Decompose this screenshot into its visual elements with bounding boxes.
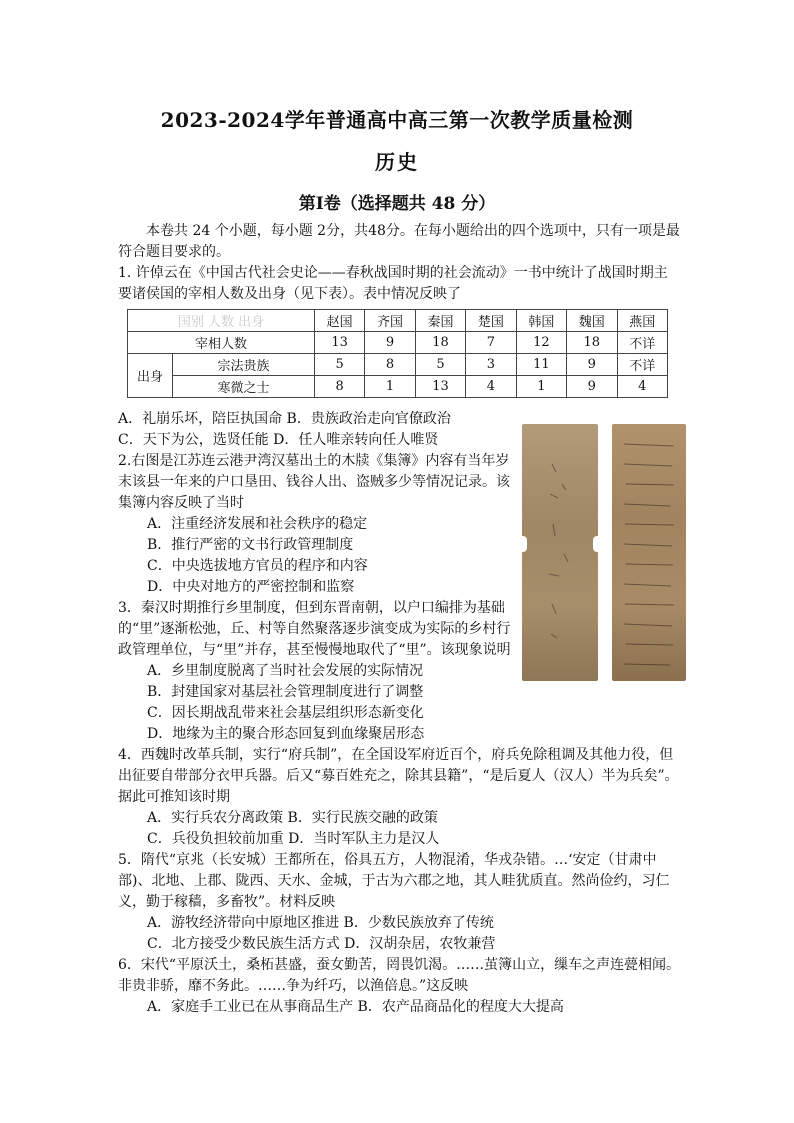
q6-stem-1: 6．宋代“平原沃土，桑柘甚盛，蚕女勤苦，罔畏饥渴。……茧簿山立，缫车之声连甍相闻。 bbox=[118, 957, 681, 973]
table-cell: 13 bbox=[415, 376, 465, 398]
q3-stem-1: 3．秦汉时期推行乡里制度，但到东晋南朝，以户口编排为基础 bbox=[118, 600, 505, 616]
row-label: 寒微之士 bbox=[173, 376, 315, 398]
q4-option-ab: A．实行兵农分离政策 B．实行民族交融的政策 bbox=[147, 810, 438, 826]
section-heading: 第Ⅰ卷（选择题共 48 分） bbox=[298, 194, 496, 214]
state-cell: 楚国 bbox=[466, 310, 516, 332]
state-cell: 齐国 bbox=[365, 310, 415, 332]
q1-stem-1: 1. 许倬云在《中国古代社会史论——春秋战国时期的社会流动》一书中统计了战国时期主 bbox=[118, 265, 668, 281]
intro-line-2: 符合题目要求的。 bbox=[118, 244, 230, 260]
table-cell: 8 bbox=[365, 354, 415, 376]
q5-stem-3: 义，勤于稼穑，多畜牧”。材料反映 bbox=[118, 894, 336, 910]
exam-title: 2023-2024学年普通高中高三第一次教学质量检测 bbox=[160, 108, 634, 132]
q2-option-a: A．注重经济发展和社会秩序的稳定 bbox=[147, 516, 368, 532]
q4-stem-2: 出征要自带部分衣甲兵器。后又“募百姓充之，除其县籍”，“是后夏人（汉人）半为兵矣”。 bbox=[118, 768, 679, 784]
wooden-slip-image-left bbox=[522, 424, 598, 681]
q5-option-ab: A．游牧经济带向中原地区推进 B．少数民族放弃了传统 bbox=[147, 915, 494, 931]
q1-option-cd: C．天下为公，选贤任能 D．任人唯亲转向任人唯贤 bbox=[118, 432, 439, 448]
table-cell: 9 bbox=[365, 332, 415, 354]
q1-option-ab: A．礼崩乐坏，陪臣执国命 B．贵族政治走向官僚政治 bbox=[118, 411, 451, 427]
q4-stem-1: 4．西魏时改革兵制，实行“府兵制”，在全国设军府近百个，府兵免除租调及其他力役，但 bbox=[118, 747, 674, 763]
q3-option-b: B．封建国家对基层社会管理制度进行了调整 bbox=[147, 684, 424, 700]
q4-stem-3: 据此可推知该时期 bbox=[118, 789, 230, 805]
row-label: 宰相人数 bbox=[128, 332, 315, 354]
table-cell: 7 bbox=[466, 332, 516, 354]
q3-stem-3: 政管理单位，与“里”并存，甚至慢慢地取代了“里”。该现象说明 bbox=[118, 642, 511, 658]
q2-option-b: B．推行严密的文书行政管理制度 bbox=[147, 537, 354, 553]
table-cell: 1 bbox=[365, 376, 415, 398]
table-cell: 12 bbox=[516, 332, 566, 354]
q2-stem-3: 集簿内容反映了当时 bbox=[118, 495, 244, 511]
table-cell: 9 bbox=[567, 376, 617, 398]
table-cell: 8 bbox=[314, 376, 364, 398]
table-row bbox=[128, 332, 668, 354]
table-cell: 1 bbox=[516, 376, 566, 398]
table-cell: 5 bbox=[415, 354, 465, 376]
q5-stem-1: 5．隋代“京兆（长安城）王都所在，俗具五方，人物混淆，华戎杂错。…‘安定（甘肃中 bbox=[118, 852, 657, 868]
state-cell: 魏国 bbox=[567, 310, 617, 332]
state-cell: 赵国 bbox=[314, 310, 364, 332]
table-cell: 3 bbox=[466, 354, 516, 376]
q5-stem-2: 部)、北地、上郡、陇西、天水、金城，于古为六郡之地，其人畦犹质直。然尚俭约，习仁 bbox=[118, 873, 670, 889]
exam-subject: 历史 bbox=[375, 150, 419, 174]
state-cell: 韩国 bbox=[516, 310, 566, 332]
state-cell: 燕国 bbox=[617, 310, 667, 332]
q3-stem-2: 的“里”逐渐松弛，丘、村等自然聚落逐步演变成为实际的乡村行 bbox=[118, 621, 511, 637]
q6-option-ab: A．家庭手工业已在从事商品生产 B．农产品商品化的程度大大提高 bbox=[147, 999, 564, 1015]
q2-stem-1: 2.右图是江苏连云港尹湾汉墓出土的木牍《集簿》内容有当年岁 bbox=[118, 453, 510, 469]
table-cell: 11 bbox=[516, 354, 566, 376]
table-cell: 18 bbox=[567, 332, 617, 354]
q2-stem-2: 末该县一年来的户口垦田、钱谷人出、盗贼多少等情况记录。该 bbox=[118, 474, 510, 490]
q5-option-cd: C．北方接受少数民族生活方式 D．汉胡杂居，农牧兼营 bbox=[147, 936, 496, 952]
table-cell: 9 bbox=[567, 354, 617, 376]
wooden-slip-image-right bbox=[612, 424, 686, 681]
table-cell: 4 bbox=[617, 376, 667, 398]
q3-option-a: A．乡里制度脱离了当时社会发展的实际情况 bbox=[147, 663, 424, 679]
q2-option-d: D．中央对地方的严密控制和监察 bbox=[147, 579, 355, 595]
q1-stem-2: 要诸侯国的宰相人数及出身（见下表）。表中情况反映了 bbox=[118, 286, 461, 302]
state-cell: 秦国 bbox=[415, 310, 465, 332]
slip-texture bbox=[522, 424, 598, 681]
q6-stem-2: 非贵非骄，靡不务此。……争为纤巧，以渔倍息。”这反映 bbox=[118, 978, 469, 994]
table-row bbox=[128, 354, 668, 376]
table-cell: 4 bbox=[466, 376, 516, 398]
table-cell: 18 bbox=[415, 332, 465, 354]
table-cell: 13 bbox=[314, 332, 364, 354]
slip-texture bbox=[612, 424, 686, 681]
intro-line-1: 本卷共 24 个小题，每小题 2分，共48分。在每小题给出的四个选项中，只有一项是最 bbox=[146, 223, 680, 239]
table-row bbox=[128, 376, 668, 398]
table-row bbox=[128, 310, 668, 332]
q3-option-d: D．地缘为主的聚合形态回复到血缘聚居形态 bbox=[147, 726, 425, 742]
table-corner: 国别 人数 出身 bbox=[128, 310, 315, 332]
q4-option-cd: C．兵役负担较前加重 D．当时军队主力是汉人 bbox=[147, 831, 440, 847]
row-label: 宗法贵族 bbox=[173, 354, 315, 376]
table-cell: 不详 bbox=[617, 332, 667, 354]
q3-option-c: C．因长期战乱带来社会基层组织形态新变化 bbox=[147, 705, 424, 721]
group-label: 出身 bbox=[128, 354, 173, 398]
table-cell: 5 bbox=[314, 354, 364, 376]
chancellor-table bbox=[127, 309, 668, 398]
table-cell: 不详 bbox=[617, 354, 667, 376]
q2-option-c: C．中央选拔地方官员的程序和内容 bbox=[147, 558, 368, 574]
